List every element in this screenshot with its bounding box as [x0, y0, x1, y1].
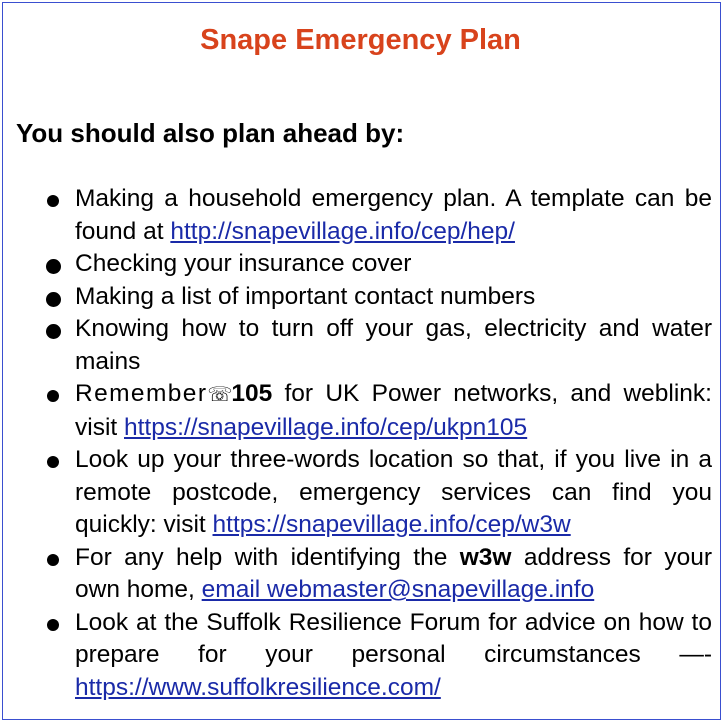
list-item-text: Checking your insurance cover: [75, 250, 412, 277]
bullet-icon: [47, 456, 59, 468]
list-item-text: Making a household emergency plan. A template can be found at: [75, 185, 712, 245]
list-item-text: For any help with identifying the: [75, 543, 460, 571]
bullet-icon: [47, 195, 59, 207]
w3w-label: w3w: [459, 543, 512, 571]
bullet-icon: [47, 554, 59, 566]
list-item: [42, 542, 712, 607]
bullet-icon: [46, 324, 61, 339]
list-item-text: Knowing how to turn off your gas, electricity and water mains: [75, 315, 712, 375]
household-plan-link[interactable]: http://snapevillage.info/cep/hep/: [170, 217, 515, 245]
phone-number: 105: [231, 380, 273, 407]
bullet-icon: [47, 390, 59, 402]
w3w-link[interactable]: https://snapevillage.info/cep/w3w: [212, 511, 571, 538]
suffolk-resilience-link[interactable]: https://www.suffolkresilience.com/: [75, 673, 441, 701]
list-item-text: for UK Power networks, and weblink: visit: [75, 380, 712, 441]
telephone-icon: ☏: [207, 384, 233, 406]
bullet-icon: [46, 292, 61, 307]
list-item: [42, 444, 712, 542]
remember-label: Remember: [75, 380, 208, 407]
webmaster-email-link[interactable]: email webmaster@snapevillage.info: [201, 576, 595, 603]
list-item: [42, 313, 712, 378]
section-heading: You should also plan ahead by:: [16, 118, 405, 148]
ukpn-link[interactable]: https://snapevillage.info/cep/ukpn105: [124, 413, 528, 441]
list-item: [42, 183, 712, 248]
list-item: [42, 607, 712, 705]
list-item-text: address for your own home,: [75, 543, 712, 603]
page-title: Snape Emergency Plan: [200, 24, 521, 56]
bullet-icon: [47, 619, 59, 631]
list-item: [42, 281, 712, 314]
list-item: [42, 248, 712, 281]
list-item: [42, 378, 712, 444]
list-item-text: Look up your three-words location so that, if you live in a remote postcode, emergency services can find you quickly: visit: [75, 446, 712, 538]
advice-list: [42, 183, 712, 704]
list-item-text: Look at the Suffolk Resilience Forum for advice on how to prepare for your personal circumstances —-: [75, 608, 712, 668]
bullet-icon: [46, 259, 61, 274]
list-item-text: Making a list of important contact numbers: [75, 282, 536, 310]
